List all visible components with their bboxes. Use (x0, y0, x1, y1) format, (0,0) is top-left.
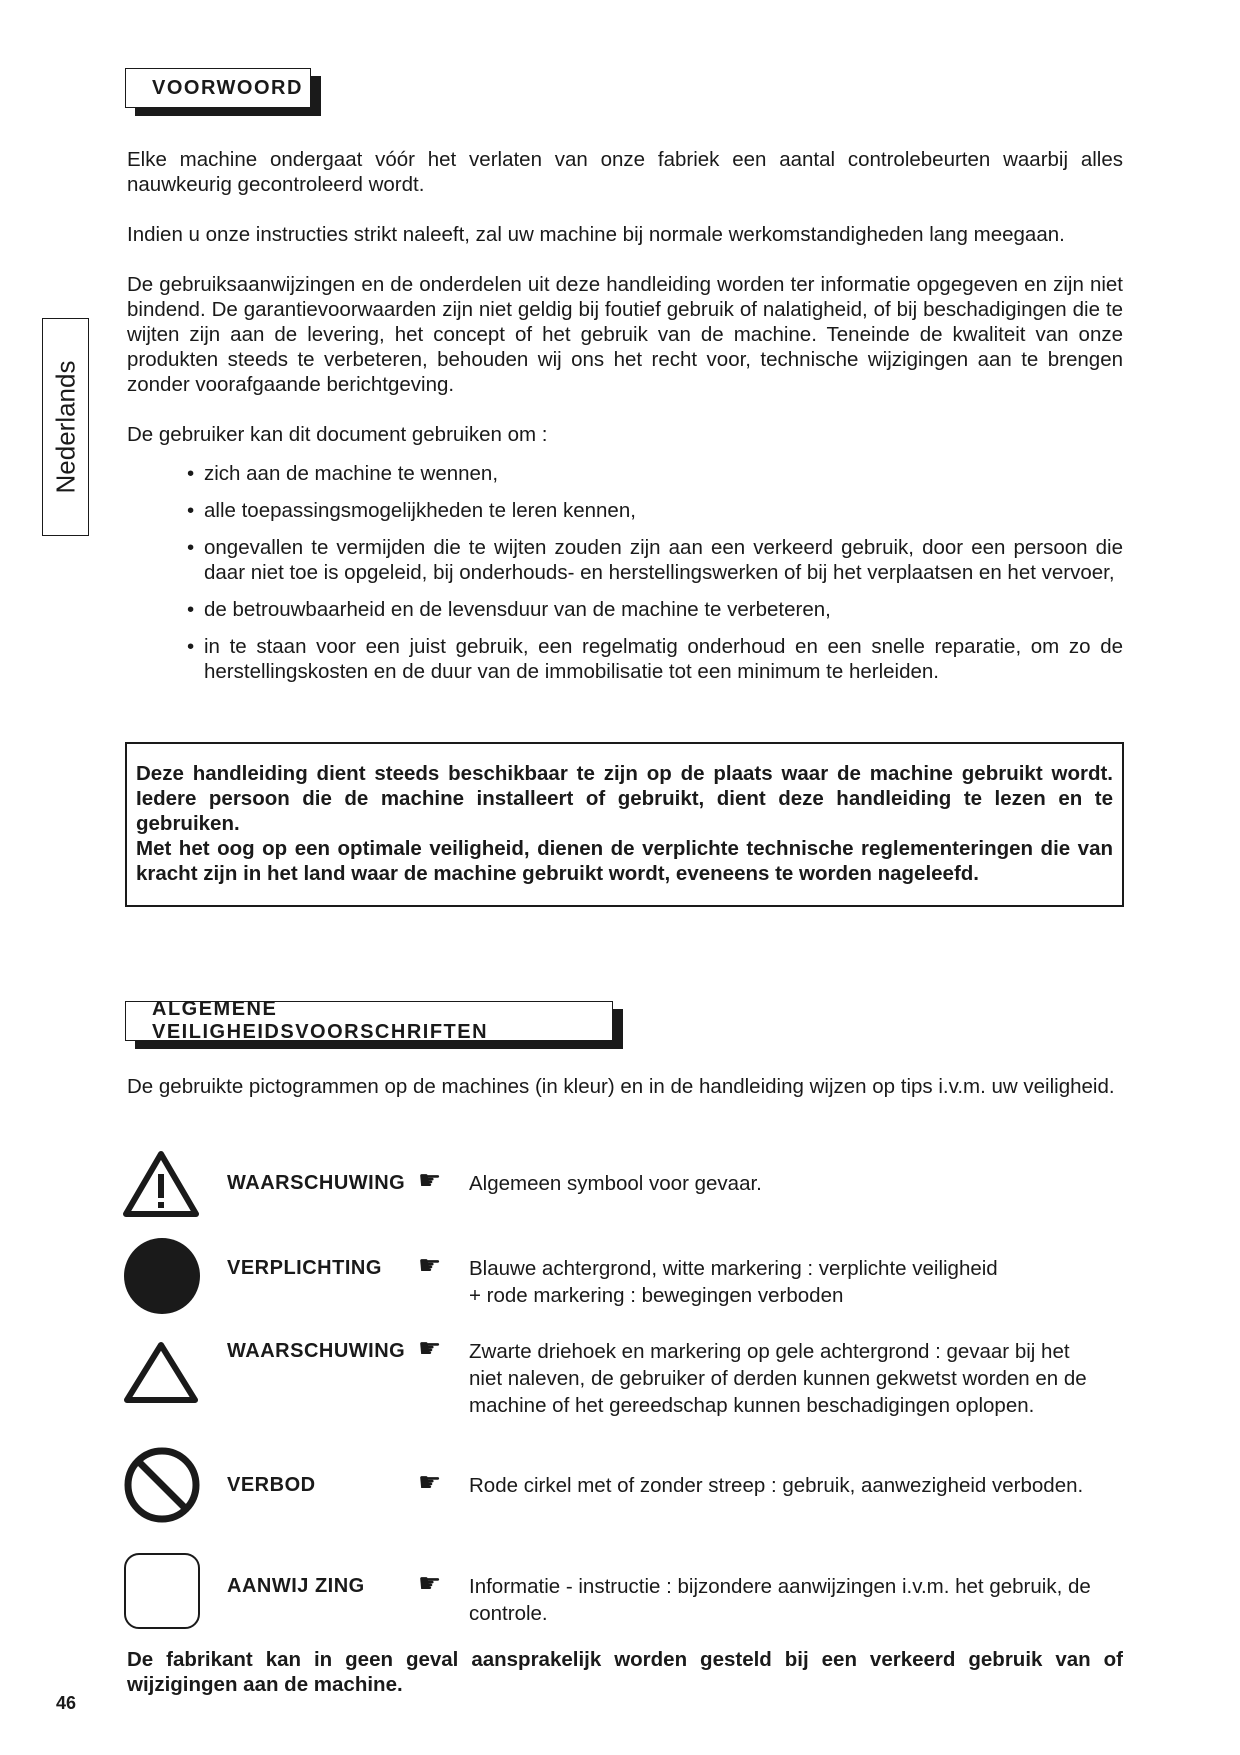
foreword-paragraph: Indien u onze instructies strikt naleeft, zal uw machine bij normale werkomstandigheden lang meegaan. (127, 223, 1065, 246)
warning-triangle-icon (123, 1340, 199, 1404)
pictogram-description: Algemeen symbool voor gevaar. (469, 1172, 762, 1195)
foreword-heading (125, 68, 311, 108)
foreword-paragraph: Elke machine ondergaat vóór het verlaten van onze fabriek een aantal controlebeurten waarbij alles nauwkeurig gecontroleerd wordt. (127, 148, 1123, 196)
pointing-hand-icon: ☛ (418, 1333, 442, 1363)
foreword-heading-text: VOORWOORD (152, 76, 303, 99)
notice-paragraph: Met het oog op een optimale veiligheid, dienen de verplichte technische reglementeringen die van kracht zijn in het land waar de machine gebruikt wordt, eveneens te worden nageleefd. (136, 837, 1113, 885)
pictogram-description: Blauwe achtergrond, witte markering : verplichte veiligheid + rode markering : bewegingen verboden (469, 1257, 998, 1307)
pictogram-label: WAARSCHUWING (227, 1340, 406, 1362)
usage-bullet-list (187, 461, 1123, 696)
safety-intro: De gebruikte pictogrammen op de machines (in kleur) en in de handleiding wijzen op tips i.v.m. uw veiligheid. (127, 1075, 1115, 1098)
language-side-tab (42, 318, 89, 536)
pictogram-description: Zwarte driehoek en markering op gele achtergrond : gevaar bij het niet naleven, de gebruiker of derden kunnen gekwetst worden en de machine of het gereedschap kunnen beschadigingen oplopen. (469, 1340, 1087, 1417)
pictogram-description: Rode cirkel met of zonder streep : gebruik, aanwezigheid verboden. (469, 1474, 1084, 1497)
pictogram-description: Informatie - instructie : bijzondere aanwijzingen i.v.m. het gebruik, de controle. (469, 1575, 1091, 1625)
prohibition-circle-icon (123, 1446, 201, 1524)
important-notice-box (125, 742, 1124, 907)
pictogram-label: AANWIJ ZING (227, 1575, 365, 1597)
obligation-circle-icon (123, 1237, 201, 1315)
bullet-item: • alle toepassingsmogelijkheden te leren kennen, (187, 498, 1123, 523)
pointing-hand-icon: ☛ (418, 1165, 442, 1195)
manufacturer-disclaimer: De fabrikant kan in geen geval aansprakelijk worden gesteld bij een verkeerd gebruik van of wijzigingen aan de machine. (127, 1648, 1123, 1696)
pointing-hand-icon: ☛ (418, 1467, 442, 1497)
foreword-paragraph: De gebruiker kan dit document gebruiken om : (127, 423, 548, 446)
bullet-item: • ongevallen te vermijden die te wijten zouden zijn aan een verkeerd gebruik, door een persoon die daar niet toe is opgeleid, bij onderhouds- en herstellingswerken of bij het verplaatsen en het vervoer, (187, 535, 1123, 585)
bullet-item: • in te staan voor een juist gebruik, een regelmatig onderhoud en een snelle reparatie, om zo de herstellingskosten en de duur van de immobilisatie tot een minimum te herleiden. (187, 634, 1123, 684)
bullet-item: • de betrouwbaarheid en de levensduur van de machine te verbeteren, (187, 597, 1123, 622)
safety-heading-text: ALGEMENE VEILIGHEIDSVOORSCHRIFTEN (152, 998, 489, 1043)
pictogram-label: VERPLICHTING (227, 1257, 382, 1279)
pointing-hand-icon: ☛ (418, 1568, 442, 1598)
warning-exclamation-triangle-icon (123, 1150, 199, 1218)
pictogram-label: WAARSCHUWING (227, 1172, 406, 1194)
indication-rounded-square-icon (123, 1552, 201, 1630)
pictogram-label: VERBOD (227, 1474, 316, 1496)
pointing-hand-icon: ☛ (418, 1250, 442, 1280)
safety-heading (125, 998, 613, 1043)
foreword-paragraph: De gebruiksaanwijzingen en de onderdelen uit deze handleiding worden ter informatie opgegeven en zijn niet bindend. De garantievoorwaarden zijn niet geldig bij foutief gebruik of nalatigheid, of bij beschadigingen die te wijten zijn aan de levering, het concept of het gebruik van de machine. Teneinde de kwaliteit van onze produkten steeds te verbeteren, behouden wij ons het recht voor, technische wijzigingen aan te brengen zonder voorafgaande berichtgeving. (127, 273, 1123, 396)
bullet-item: • zich aan de machine te wennen, (187, 461, 1123, 486)
notice-paragraph: Deze handleiding dient steeds beschikbaar te zijn op de plaats waar de machine gebruikt wordt. Iedere persoon die de machine installeert of gebruikt, dient deze handleiding te lezen en te gebruiken. (136, 762, 1113, 835)
page-number: 46 (56, 1693, 77, 1713)
language-label: Nederlands (50, 360, 80, 494)
